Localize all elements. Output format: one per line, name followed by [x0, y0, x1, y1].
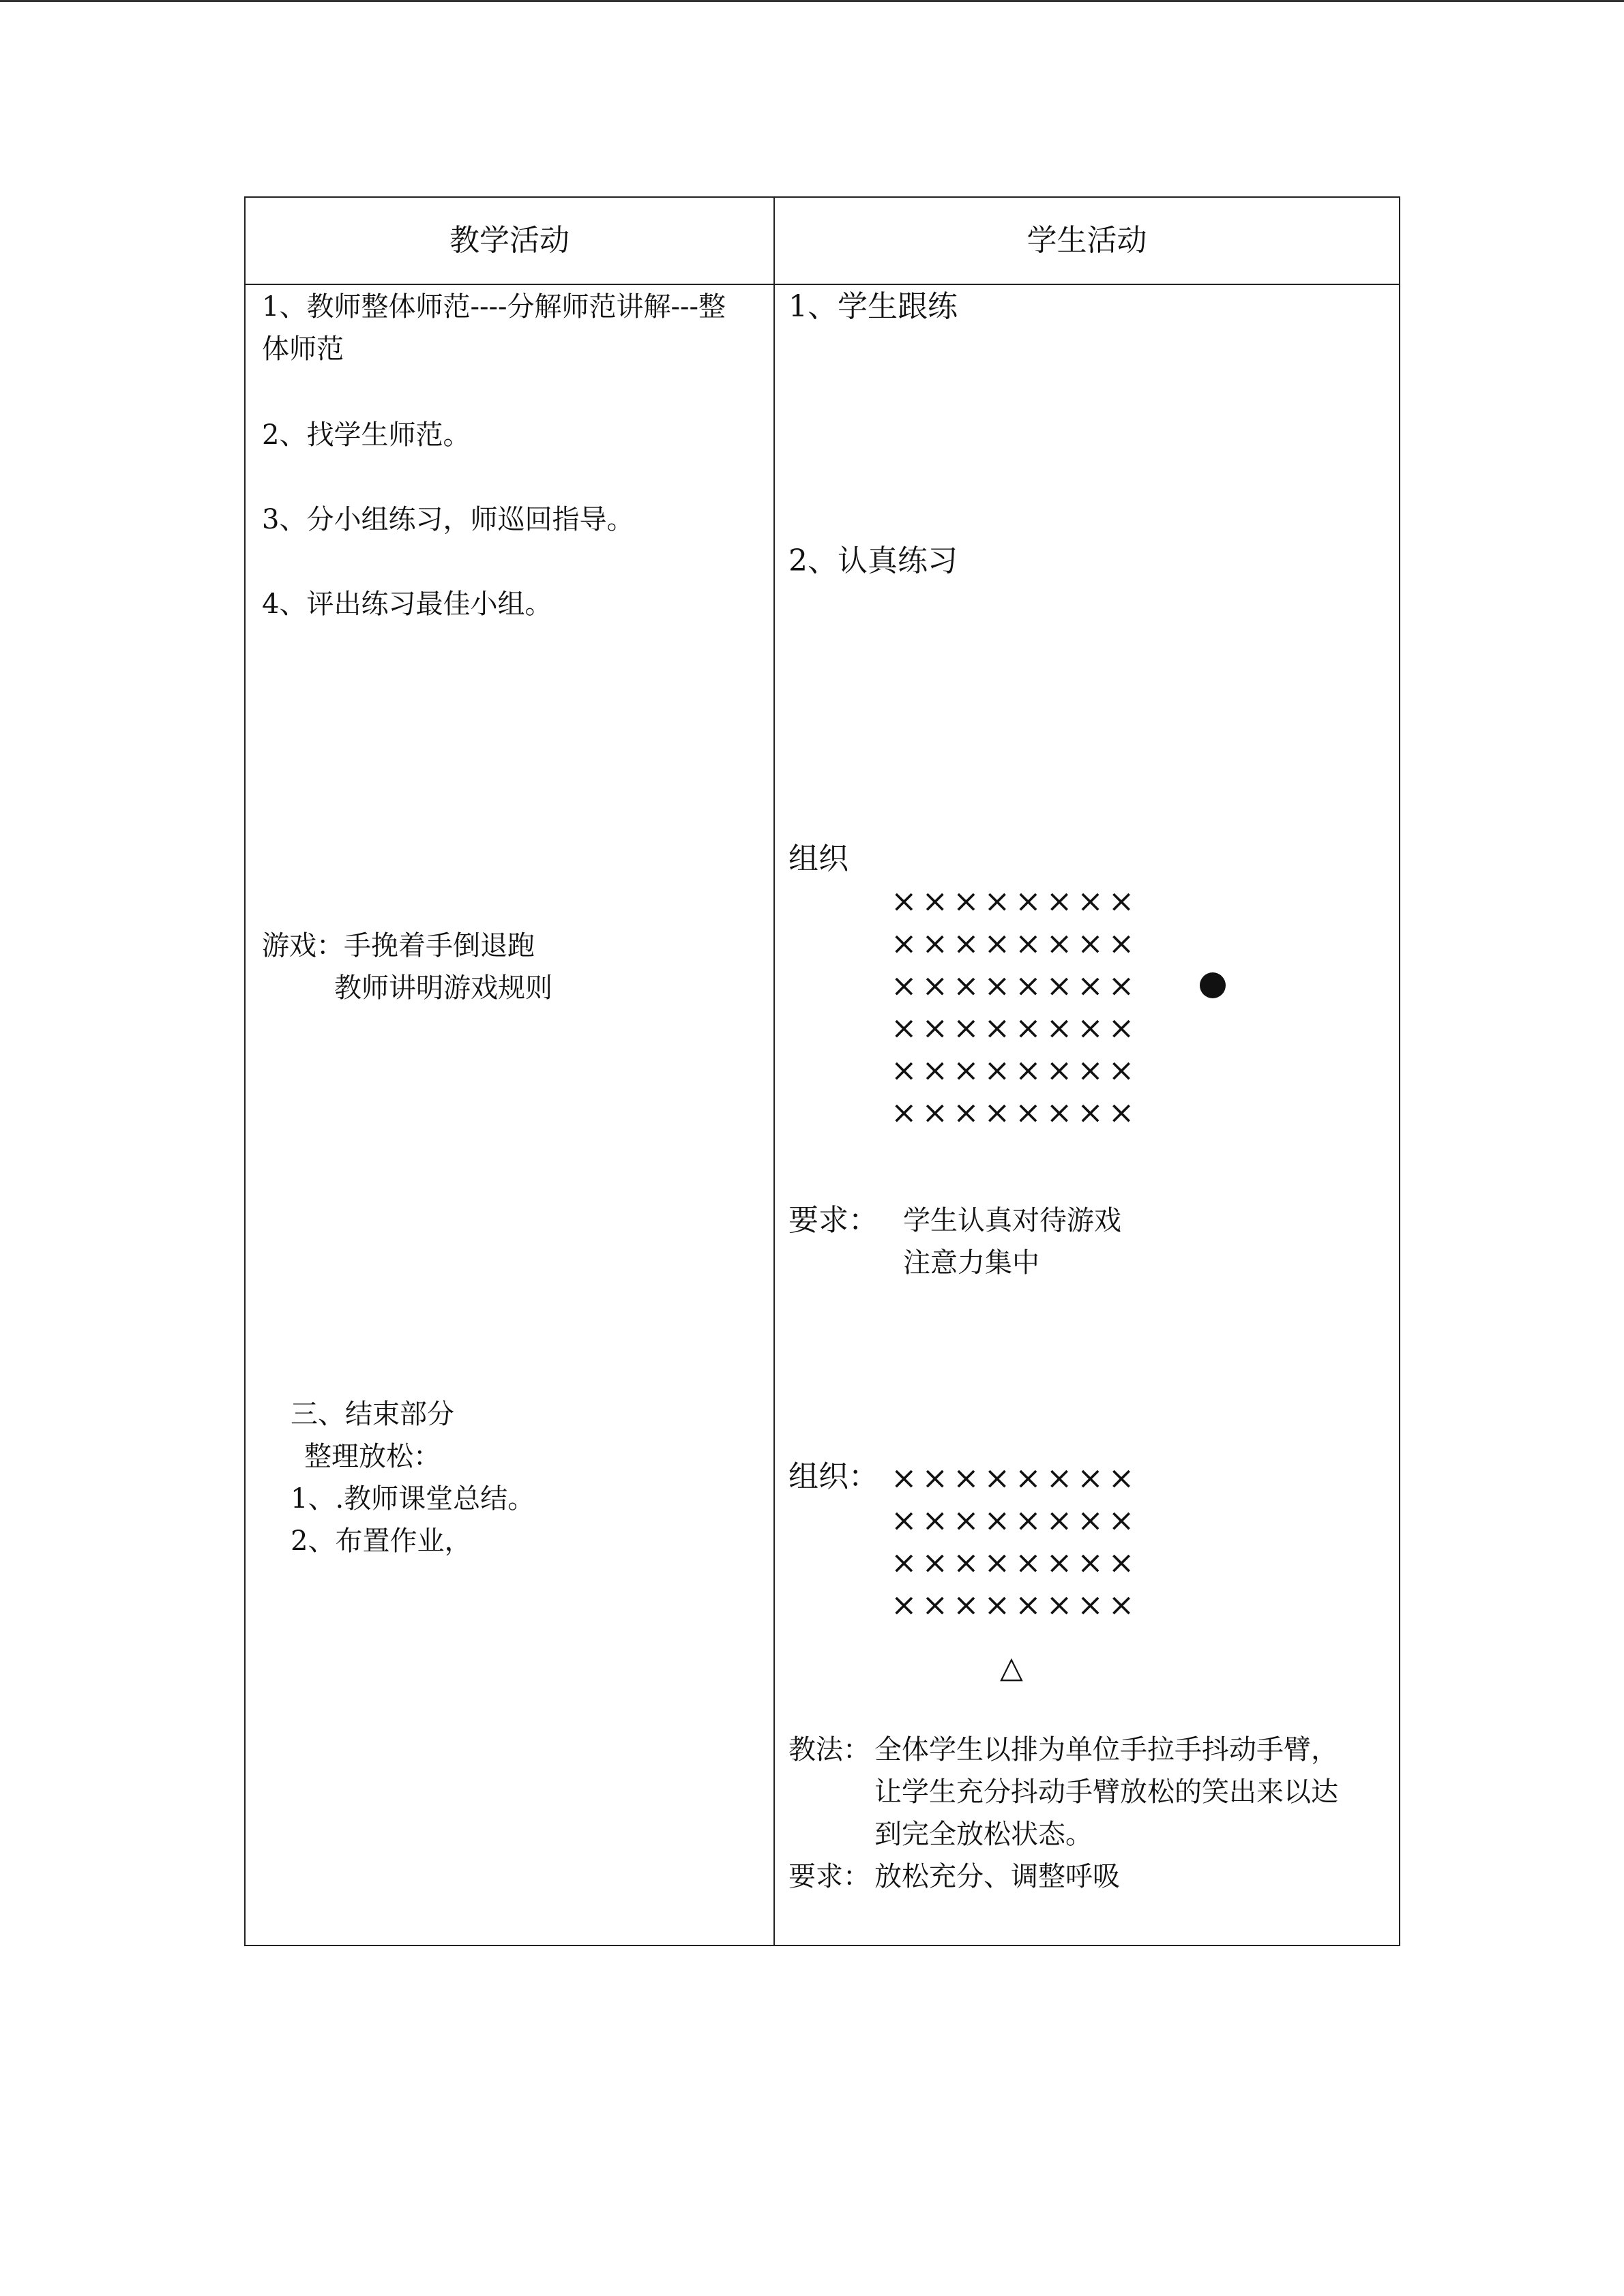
header-student-activities: 学生活动 [1027, 223, 1147, 258]
teacher-triangle-icon: △ [1000, 1650, 1023, 1685]
header-teacher-activities: 教学活动 [449, 223, 570, 258]
formation-1-row: ×××××××× [891, 925, 1140, 961]
formation-2-row: ×××××××× [891, 1459, 1140, 1496]
ending-section-title: 三、结束部分 [291, 1399, 454, 1430]
page-top-border [0, 0, 1624, 2]
student-item-1: 1、学生跟练 [788, 289, 958, 324]
formation-2-row: ×××××××× [891, 1502, 1140, 1538]
ending-item-2: 2、布置作业， [291, 1525, 472, 1557]
method-line-1: 全体学生以排为单位手拉手抖动手臂， [874, 1734, 1338, 1765]
teacher-item-3: 3、分小组练习，师巡回指导。 [262, 504, 634, 535]
method-label: 教法： [788, 1734, 870, 1765]
formation-2-row: ×××××××× [891, 1544, 1140, 1581]
teacher-item-4: 4、评出练习最佳小组。 [262, 588, 552, 620]
teacher-item-1-line-2: 体师范 [262, 333, 344, 365]
organization-label: 组织 [788, 841, 848, 876]
requirement-label: 要求： [788, 1203, 879, 1238]
game-title: 游戏：手挽着手倒退跑 [262, 930, 535, 961]
formation-1-row: ×××××××× [891, 967, 1140, 1004]
teacher-item-1-line-1: 1、教师整体师范----分解师范讲解---整 [262, 291, 726, 323]
method-line-2: 让学生充分抖动手臂放松的笑出来以达 [874, 1776, 1338, 1808]
ending-relax: 整理放松： [304, 1441, 441, 1472]
requirement-2-label: 要求： [788, 1861, 870, 1892]
formation-1-row: ×××××××× [891, 1009, 1140, 1046]
ending-item-1: 1、.教师课堂总结。 [291, 1483, 535, 1515]
formation-2-row: ×××××××× [891, 1586, 1140, 1623]
formation-1-row: ×××××××× [891, 1052, 1140, 1088]
requirement-2-text: 放松充分、调整呼吸 [874, 1861, 1120, 1892]
column-divider [773, 198, 775, 1945]
lesson-table [244, 196, 1400, 1946]
method-line-3: 到完全放松状态。 [874, 1819, 1093, 1850]
organization-2-label: 组织： [788, 1459, 879, 1494]
requirement-line-1: 学生认真对待游戏 [903, 1205, 1121, 1236]
header-divider [246, 284, 1399, 285]
formation-1-row: ×××××××× [891, 1094, 1140, 1131]
requirement-line-2: 注意力集中 [903, 1247, 1039, 1279]
teacher-item-2: 2、找学生师范。 [262, 419, 471, 451]
formation-1-row: ×××××××× [891, 882, 1140, 919]
teacher-position-dot-icon [1200, 972, 1226, 998]
student-item-2: 2、认真练习 [788, 543, 958, 578]
game-rules: 教师讲明游戏规则 [334, 972, 552, 1004]
